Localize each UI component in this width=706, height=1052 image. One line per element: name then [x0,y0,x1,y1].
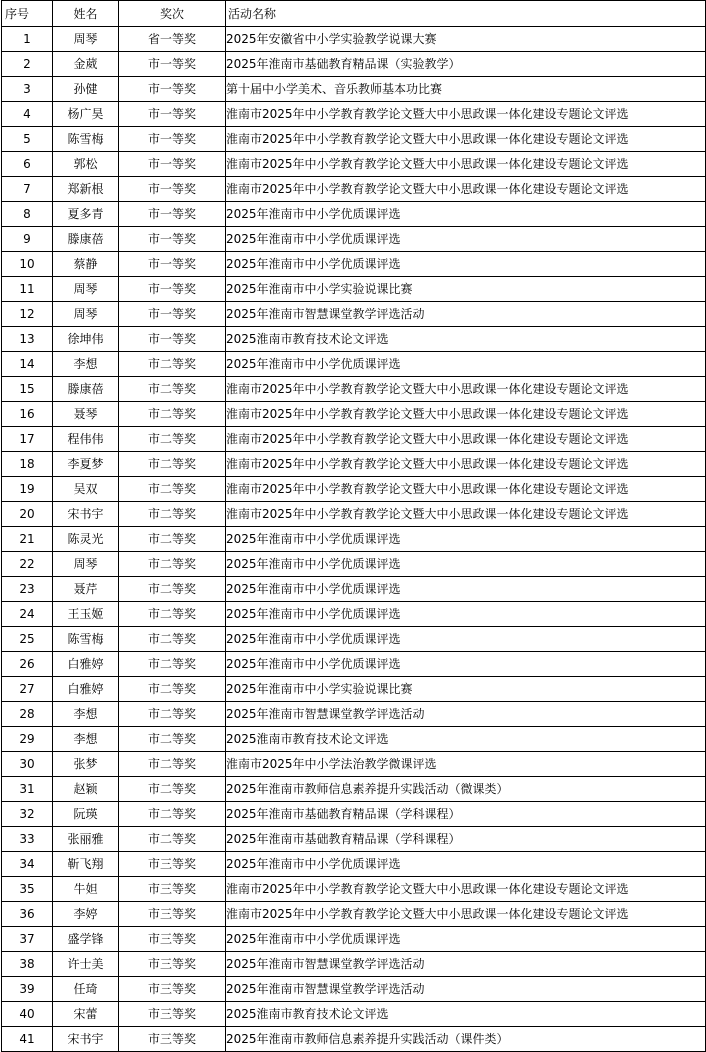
cell-award: 市三等奖 [119,927,226,952]
cell-award: 市三等奖 [119,1002,226,1027]
cell-event: 2025年淮南市中小学优质课评选 [226,252,706,277]
header-award: 奖次 [119,1,226,27]
cell-index: 5 [2,127,53,152]
cell-index: 30 [2,752,53,777]
header-index: 序号 [2,1,53,27]
cell-name: 陈雪梅 [53,127,119,152]
cell-event: 淮南市2025年中小学法治教学微课评选 [226,752,706,777]
header-name: 姓名 [53,1,119,27]
cell-award: 市二等奖 [119,702,226,727]
cell-event: 第十届中小学美术、音乐教师基本功比赛 [226,77,706,102]
cell-name: 吴双 [53,477,119,502]
cell-event: 淮南市2025年中小学教育教学论文暨大中小思政课一体化建设专题论文评选 [226,377,706,402]
cell-award: 市二等奖 [119,402,226,427]
cell-event: 淮南市2025年中小学教育教学论文暨大中小思政课一体化建设专题论文评选 [226,127,706,152]
cell-name: 程伟伟 [53,427,119,452]
cell-index: 7 [2,177,53,202]
table-row [2,727,706,752]
cell-name: 周琴 [53,27,119,52]
table-row [2,177,706,202]
cell-index: 20 [2,502,53,527]
cell-award: 市一等奖 [119,177,226,202]
cell-index: 35 [2,877,53,902]
cell-event: 淮南市2025年中小学教育教学论文暨大中小思政课一体化建设专题论文评选 [226,402,706,427]
cell-event: 2025淮南市教育技术论文评选 [226,1002,706,1027]
cell-index: 15 [2,377,53,402]
table-row [2,877,706,902]
header-event: 活动名称 [226,1,706,27]
cell-name: 聂芹 [53,577,119,602]
table-row [2,77,706,102]
cell-name: 靳飞翔 [53,852,119,877]
cell-event: 2025年淮南市智慧课堂教学评选活动 [226,302,706,327]
cell-award: 市二等奖 [119,577,226,602]
cell-award: 市三等奖 [119,877,226,902]
cell-award: 市一等奖 [119,327,226,352]
cell-name: 周琴 [53,302,119,327]
cell-event: 淮南市2025年中小学教育教学论文暨大中小思政课一体化建设专题论文评选 [226,502,706,527]
cell-name: 陈灵光 [53,527,119,552]
cell-award: 市二等奖 [119,527,226,552]
cell-award: 市一等奖 [119,127,226,152]
cell-event: 淮南市2025年中小学教育教学论文暨大中小思政课一体化建设专题论文评选 [226,152,706,177]
cell-name: 张梦 [53,752,119,777]
cell-index: 27 [2,677,53,702]
cell-name: 盛学锋 [53,927,119,952]
cell-index: 37 [2,927,53,952]
table-row [2,677,706,702]
cell-name: 金葳 [53,52,119,77]
cell-event: 淮南市2025年中小学教育教学论文暨大中小思政课一体化建设专题论文评选 [226,452,706,477]
cell-index: 14 [2,352,53,377]
cell-event: 2025年淮南市中小学优质课评选 [226,927,706,952]
cell-name: 白雅婷 [53,677,119,702]
cell-index: 31 [2,777,53,802]
cell-award: 市二等奖 [119,727,226,752]
cell-index: 18 [2,452,53,477]
cell-name: 牛妲 [53,877,119,902]
table-row [2,402,706,427]
cell-event: 淮南市2025年中小学教育教学论文暨大中小思政课一体化建设专题论文评选 [226,902,706,927]
table-row [2,577,706,602]
cell-event: 2025淮南市教育技术论文评选 [226,327,706,352]
cell-name: 白雅婷 [53,652,119,677]
table-row [2,327,706,352]
cell-award: 市三等奖 [119,852,226,877]
cell-index: 32 [2,802,53,827]
cell-award: 市三等奖 [119,902,226,927]
cell-name: 周琴 [53,277,119,302]
cell-award: 市二等奖 [119,602,226,627]
cell-name: 孙健 [53,77,119,102]
table-row [2,102,706,127]
table-row [2,427,706,452]
table-row [2,27,706,52]
cell-event: 淮南市2025年中小学教育教学论文暨大中小思政课一体化建设专题论文评选 [226,877,706,902]
cell-index: 17 [2,427,53,452]
cell-event: 2025年淮南市基础教育精品课（学科课程） [226,802,706,827]
table-row [2,952,706,977]
cell-event: 2025年淮南市中小学优质课评选 [226,652,706,677]
cell-award: 市二等奖 [119,477,226,502]
cell-name: 赵颖 [53,777,119,802]
cell-award: 市二等奖 [119,427,226,452]
cell-award: 市一等奖 [119,277,226,302]
table-row [2,527,706,552]
cell-award: 市二等奖 [119,502,226,527]
cell-event: 2025年淮南市中小学实验说课比赛 [226,277,706,302]
cell-index: 34 [2,852,53,877]
cell-event: 2025年淮南市智慧课堂教学评选活动 [226,702,706,727]
cell-index: 39 [2,977,53,1002]
table-row [2,1002,706,1027]
cell-index: 12 [2,302,53,327]
cell-index: 33 [2,827,53,852]
cell-award: 市一等奖 [119,227,226,252]
cell-name: 宋书宇 [53,1027,119,1052]
cell-event: 2025年淮南市基础教育精品课（学科课程） [226,827,706,852]
cell-event: 2025年淮南市智慧课堂教学评选活动 [226,977,706,1002]
cell-name: 滕康蓓 [53,227,119,252]
cell-index: 40 [2,1002,53,1027]
cell-name: 李想 [53,727,119,752]
cell-award: 市二等奖 [119,652,226,677]
cell-event: 淮南市2025年中小学教育教学论文暨大中小思政课一体化建设专题论文评选 [226,177,706,202]
cell-award: 市二等奖 [119,752,226,777]
table-row [2,927,706,952]
cell-index: 26 [2,652,53,677]
cell-index: 25 [2,627,53,652]
cell-event: 2025年淮南市中小学优质课评选 [226,627,706,652]
table-row [2,602,706,627]
cell-event: 淮南市2025年中小学教育教学论文暨大中小思政课一体化建设专题论文评选 [226,427,706,452]
cell-index: 29 [2,727,53,752]
awards-table [1,0,706,1052]
cell-name: 许士美 [53,952,119,977]
cell-award: 市一等奖 [119,52,226,77]
cell-award: 市一等奖 [119,252,226,277]
cell-award: 市二等奖 [119,352,226,377]
cell-name: 郭松 [53,152,119,177]
cell-event: 2025年淮南市教师信息素养提升实践活动（微课类） [226,777,706,802]
cell-index: 36 [2,902,53,927]
table-row [2,152,706,177]
cell-event: 淮南市2025年中小学教育教学论文暨大中小思政课一体化建设专题论文评选 [226,477,706,502]
cell-award: 市二等奖 [119,452,226,477]
table-row [2,377,706,402]
cell-name: 杨广昊 [53,102,119,127]
cell-event: 2025年淮南市中小学优质课评选 [226,552,706,577]
table-row [2,827,706,852]
cell-name: 宋书宇 [53,502,119,527]
cell-name: 李想 [53,352,119,377]
table-row [2,977,706,1002]
cell-event: 2025年安徽省中小学实验教学说课大赛 [226,27,706,52]
cell-event: 2025年淮南市基础教育精品课（实验教学） [226,52,706,77]
table-row [2,702,706,727]
table-row [2,127,706,152]
table-row [2,302,706,327]
table-body [2,27,706,1052]
cell-index: 16 [2,402,53,427]
cell-name: 李婷 [53,902,119,927]
cell-award: 市三等奖 [119,1027,226,1052]
cell-index: 28 [2,702,53,727]
table-row [2,652,706,677]
cell-index: 11 [2,277,53,302]
cell-name: 阮瑛 [53,802,119,827]
cell-name: 聂琴 [53,402,119,427]
table-row [2,627,706,652]
cell-award: 市三等奖 [119,977,226,1002]
cell-award: 市二等奖 [119,827,226,852]
cell-name: 蔡静 [53,252,119,277]
table-row [2,502,706,527]
cell-index: 23 [2,577,53,602]
table-row [2,902,706,927]
cell-name: 郑新根 [53,177,119,202]
table-row [2,552,706,577]
cell-index: 10 [2,252,53,277]
cell-index: 13 [2,327,53,352]
cell-event: 2025年淮南市中小学优质课评选 [226,527,706,552]
cell-index: 3 [2,77,53,102]
cell-name: 夏多青 [53,202,119,227]
cell-award: 市二等奖 [119,377,226,402]
table-row [2,802,706,827]
cell-name: 任琦 [53,977,119,1002]
table-row [2,477,706,502]
cell-name: 张丽雅 [53,827,119,852]
cell-index: 2 [2,52,53,77]
table-row [2,1027,706,1052]
cell-award: 市一等奖 [119,77,226,102]
cell-event: 2025年淮南市中小学实验说课比赛 [226,677,706,702]
table-row [2,852,706,877]
cell-name: 李夏梦 [53,452,119,477]
cell-name: 周琴 [53,552,119,577]
table-row [2,52,706,77]
cell-award: 市二等奖 [119,627,226,652]
cell-event: 2025年淮南市中小学优质课评选 [226,202,706,227]
cell-award: 市一等奖 [119,102,226,127]
table-row [2,777,706,802]
cell-award: 省一等奖 [119,27,226,52]
cell-event: 淮南市2025年中小学教育教学论文暨大中小思政课一体化建设专题论文评选 [226,102,706,127]
cell-award: 市二等奖 [119,677,226,702]
cell-name: 王玉姬 [53,602,119,627]
cell-index: 4 [2,102,53,127]
cell-award: 市一等奖 [119,202,226,227]
cell-event: 2025年淮南市中小学优质课评选 [226,227,706,252]
cell-name: 滕康蓓 [53,377,119,402]
table-row [2,352,706,377]
header-row [2,1,706,27]
table-row [2,277,706,302]
cell-event: 2025年淮南市中小学优质课评选 [226,352,706,377]
table-row [2,452,706,477]
cell-index: 8 [2,202,53,227]
cell-event: 2025年淮南市中小学优质课评选 [226,602,706,627]
cell-index: 41 [2,1027,53,1052]
table-row [2,202,706,227]
cell-event: 2025年淮南市智慧课堂教学评选活动 [226,952,706,977]
cell-event: 2025年淮南市中小学优质课评选 [226,852,706,877]
cell-index: 1 [2,27,53,52]
cell-event: 2025年淮南市中小学优质课评选 [226,577,706,602]
cell-award: 市二等奖 [119,802,226,827]
cell-index: 38 [2,952,53,977]
cell-name: 李想 [53,702,119,727]
cell-award: 市一等奖 [119,302,226,327]
table-row [2,252,706,277]
cell-index: 9 [2,227,53,252]
table-header [2,1,706,27]
cell-name: 陈雪梅 [53,627,119,652]
cell-index: 24 [2,602,53,627]
table-row [2,227,706,252]
cell-award: 市三等奖 [119,952,226,977]
cell-award: 市一等奖 [119,152,226,177]
cell-index: 19 [2,477,53,502]
cell-name: 徐坤伟 [53,327,119,352]
cell-event: 2025淮南市教育技术论文评选 [226,727,706,752]
cell-event: 2025年淮南市教师信息素养提升实践活动（课件类） [226,1027,706,1052]
cell-index: 6 [2,152,53,177]
cell-index: 21 [2,527,53,552]
cell-index: 22 [2,552,53,577]
table-row [2,752,706,777]
cell-award: 市二等奖 [119,777,226,802]
cell-name: 宋蕾 [53,1002,119,1027]
cell-award: 市二等奖 [119,552,226,577]
